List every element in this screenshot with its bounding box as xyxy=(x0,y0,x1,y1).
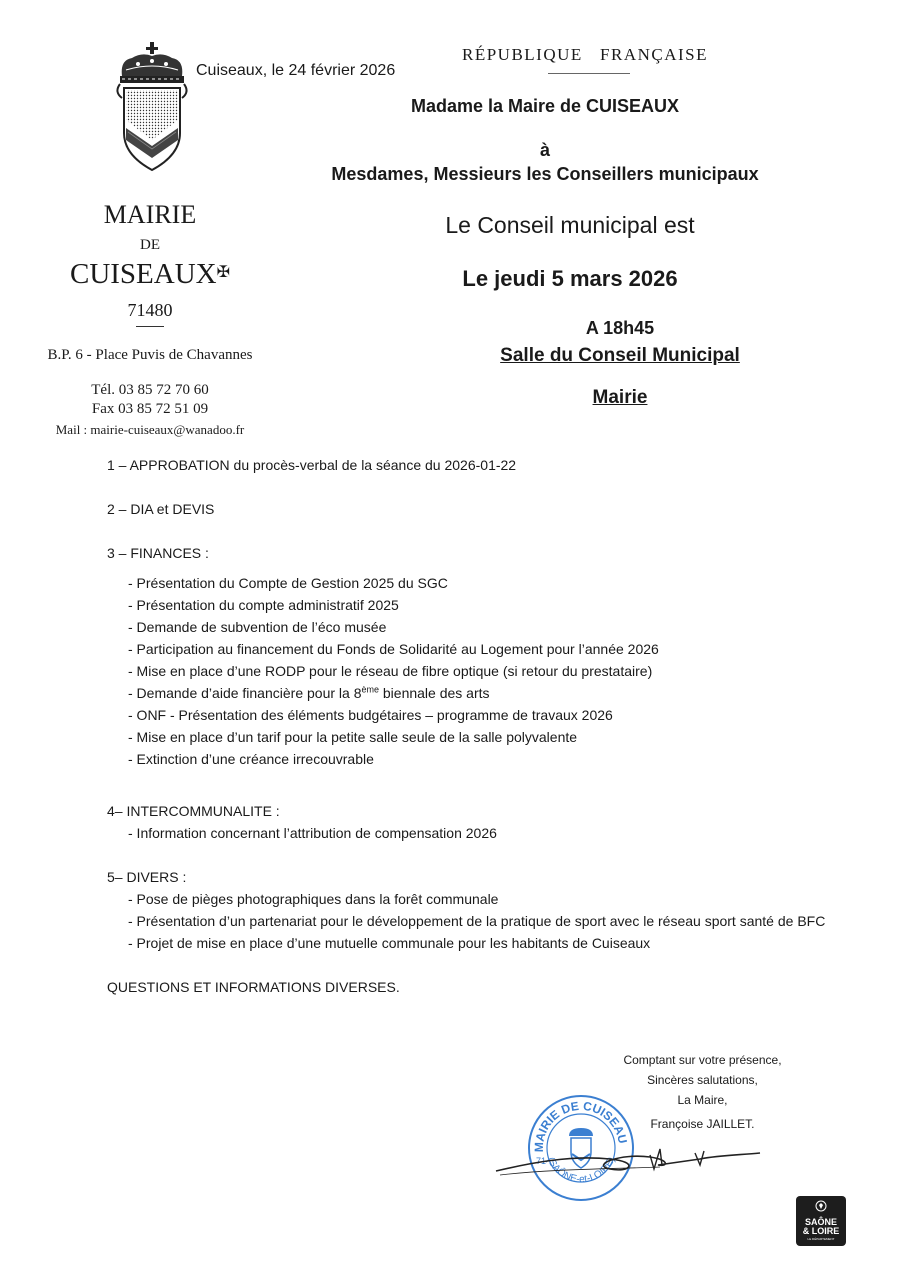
list-item: - Mise en place d’une RODP pour le réseau de fibre optique (si retour du prestataire) xyxy=(128,663,653,679)
list-item: - Projet de mise en place d’une mutuelle communale pour les habitants de Cuiseaux xyxy=(128,935,651,951)
list-item-biennale xyxy=(107,682,847,704)
meeting-date: Le jeudi 5 mars 2026 xyxy=(462,266,678,291)
list-item: - Présentation du compte administratif 2025 xyxy=(128,597,399,613)
mairie-title: MAIRIE xyxy=(103,200,197,229)
list-item: - Demande de subvention de l’éco musée xyxy=(128,619,387,635)
to-preposition: à xyxy=(539,140,550,160)
postcode: 71480 xyxy=(127,300,173,320)
closing-line: Comptant sur votre présence, xyxy=(623,1053,782,1067)
signatory-name: Françoise JAILLET. xyxy=(650,1117,755,1131)
list-item: - Participation au financement du Fonds de Solidarité au Logement pour l’année 2026 xyxy=(128,641,659,657)
closing-line: La Maire, xyxy=(677,1093,728,1107)
badge-line-3: LE DÉPARTEMENT xyxy=(807,1237,835,1241)
convocation-text: Le Conseil municipal est xyxy=(445,212,695,238)
commune-name: CUISEAUX xyxy=(69,258,217,290)
agenda-section-5: 5– DIVERS : xyxy=(107,869,187,885)
list-item: - Extinction d’une créance irrecouvrable xyxy=(128,751,374,767)
meeting-room: Salle du Conseil Municipal xyxy=(500,345,740,366)
divider xyxy=(136,326,164,327)
cross-icon: ✠ xyxy=(216,264,231,281)
meeting-place: Mairie xyxy=(592,387,648,408)
coat-of-arms-logo xyxy=(112,40,192,175)
biennale-text: - Demande d’aide financière pour la 8 xyxy=(128,685,362,701)
postal-address: B.P. 6 - Place Puvis de Chavannes xyxy=(47,347,253,363)
agenda-section-2: 2 – DIA et DEVIS xyxy=(107,501,215,517)
stamp-text-bottom: (SAÔNE-et-LOIRE) xyxy=(544,1155,618,1186)
list-item: - Présentation d’un partenariat pour le développement de la pratique de sport avec le réseau sport santé de BFC xyxy=(128,913,826,929)
stamp-text-left: 71 xyxy=(536,1156,547,1166)
questions-diverses: QUESTIONS ET INFORMATIONS DIVERSES. xyxy=(107,979,400,995)
closing-line: Sincères salutations, xyxy=(647,1073,758,1087)
badge-line-1: SAÔNE xyxy=(804,1217,837,1227)
recipient-line: Mesdames, Messieurs les Conseillers municipaux xyxy=(331,164,759,184)
sender-line: Madame la Maire de CUISEAUX xyxy=(410,96,680,116)
city-date: Cuiseaux, le 24 février 2026 xyxy=(196,62,396,79)
list-item: - Mise en place d’un tarif pour la petite salle seule de la salle polyvalente xyxy=(128,729,578,745)
agenda xyxy=(107,454,847,998)
phone-number: Tél. 03 85 72 70 60 xyxy=(91,382,209,398)
list-item: - Information concernant l’attribution de compensation 2026 xyxy=(128,825,497,841)
republique-francaise: RÉPUBLIQUE FRANÇAISE xyxy=(462,45,708,64)
department-emblem-icon xyxy=(815,1200,827,1214)
agenda-section-3: 3 – FINANCES : xyxy=(107,545,209,561)
biennale-text-end: biennale des arts xyxy=(379,685,490,701)
list-item: - Pose de pièges photographiques dans la forêt communale xyxy=(128,891,499,907)
meeting-time: A 18h45 xyxy=(585,318,655,338)
mairie-de: DE xyxy=(140,237,160,253)
signature xyxy=(490,1135,770,1185)
saone-et-loire-logo xyxy=(796,1196,846,1246)
badge-line-2: & LOIRE xyxy=(802,1226,840,1236)
mairie-commune xyxy=(40,258,260,291)
agenda-section-1: 1 – APPROBATION du procès-verbal de la séance du 2026-01-22 xyxy=(107,457,517,473)
agenda-section-4: 4– INTERCOMMUNALITE : xyxy=(107,803,280,819)
fax-number: Fax 03 85 72 51 09 xyxy=(91,401,209,417)
stamp-text-top: MAIRIE DE CUISEAU xyxy=(531,1098,630,1153)
list-item: - ONF - Présentation des éléments budgétaires – programme de travaux 2026 xyxy=(128,707,613,723)
list-item: - Présentation du Compte de Gestion 2025 du SGC xyxy=(128,575,448,591)
email-address: Mail : mairie-cuiseaux@wanadoo.fr xyxy=(55,422,245,437)
biennale-ordinal: ème xyxy=(361,684,379,695)
republique-underline xyxy=(548,73,630,74)
